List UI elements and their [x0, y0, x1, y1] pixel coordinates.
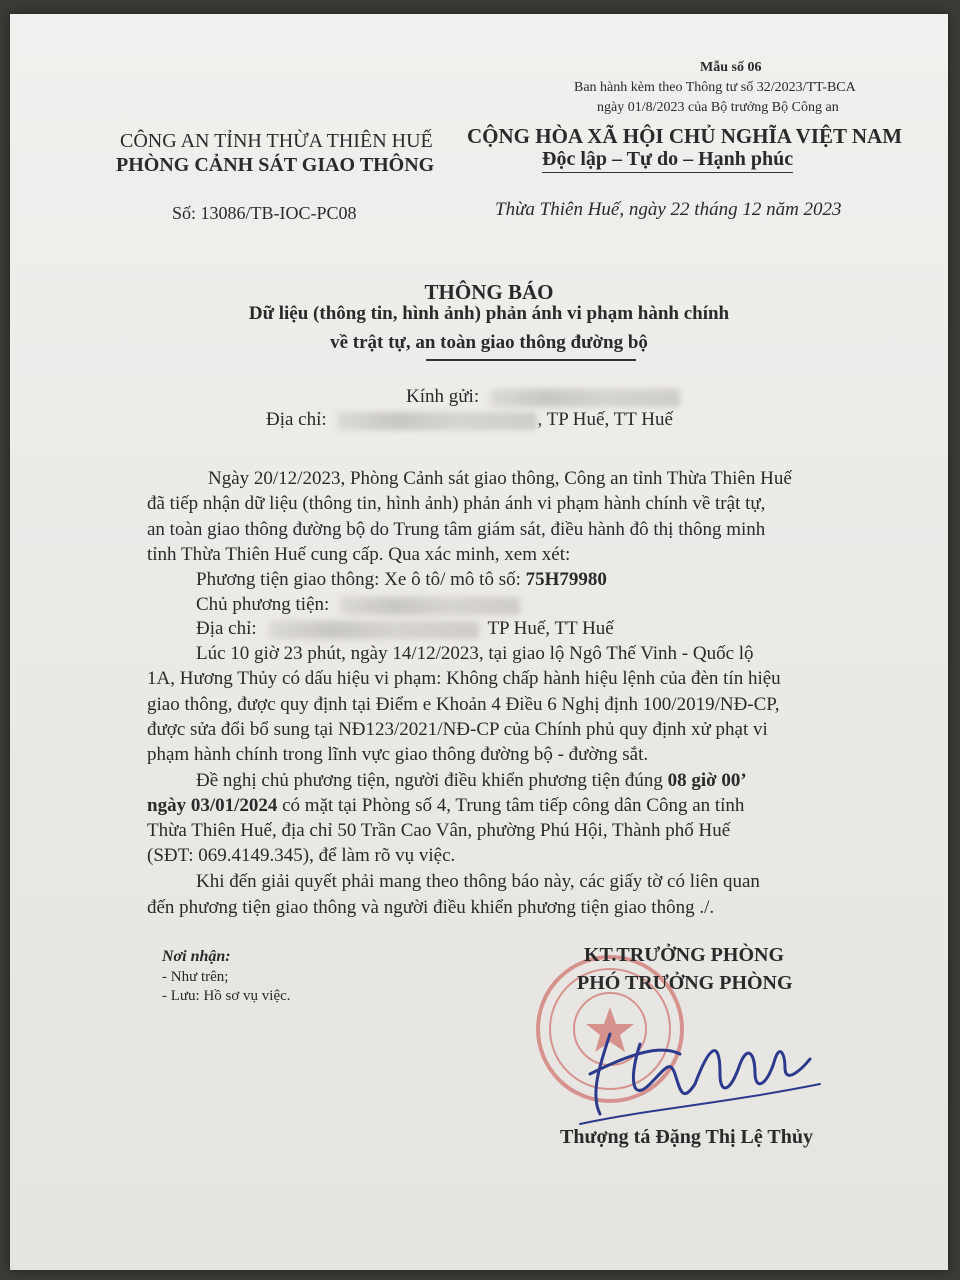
- owner-label: Chủ phương tiện:: [196, 594, 330, 615]
- p1-line3: an toàn giao thông đường bộ do Trung tâm giám sát, điều hành đô thị thông minh: [147, 519, 766, 540]
- redacted-address: [337, 412, 537, 430]
- p3-line2: [147, 795, 744, 817]
- p1-line1: Ngày 20/12/2023, Phòng Cảnh sát giao thông, Công an tỉnh Thừa Thiên Huế: [208, 468, 792, 489]
- redacted-owner: [340, 597, 520, 615]
- address-label: Địa chỉ:: [266, 409, 327, 430]
- recipients-label: Nơi nhận:: [162, 948, 231, 965]
- address-suffix: , TP Huế, TT Huế: [537, 409, 673, 430]
- addressee-line: [406, 386, 680, 408]
- vehicle-plate: 75H79980: [525, 569, 607, 590]
- owner-address-label: Địa chỉ:: [196, 618, 257, 639]
- p4-line2: đến phương tiện giao thông và người điều khiển phương tiện giao thông ./.: [147, 897, 715, 918]
- signer-name: Thượng tá Đặng Thị Lệ Thủy: [560, 1126, 813, 1148]
- p3-line3: Thừa Thiên Huế, địa chỉ 50 Trần Cao Vân, phường Phú Hội, Thành phố Huế: [147, 820, 731, 841]
- national-motto: Độc lập – Tự do – Hạnh phúc: [542, 148, 793, 173]
- recipient-item: - Như trên;: [162, 969, 229, 985]
- p4-line1: Khi đến giải quyết phải mang theo thông báo này, các giấy tờ có liên quan: [196, 871, 760, 892]
- legal-reference-line1: Ban hành kèm theo Thông tư số 32/2023/TT-BCA: [574, 80, 856, 95]
- p2-line1: Lúc 10 giờ 23 phút, ngày 14/12/2023, tại giao lộ Ngô Thế Vinh - Quốc lộ: [196, 643, 754, 664]
- handwritten-signature: [570, 1014, 830, 1134]
- owner-address-suffix: TP Huế, TT Huế: [487, 618, 614, 639]
- recipient-item: - Lưu: Hồ sơ vụ việc.: [162, 988, 291, 1004]
- signature-title-line1: KT.TRƯỞNG PHÒNG: [584, 944, 784, 966]
- address-line: [266, 409, 673, 431]
- p3-line1: [196, 770, 747, 792]
- form-number: Mẫu số 06: [700, 60, 762, 75]
- p2-line3: giao thông, được quy định tại Điểm e Khoản 4 Điều 6 Nghị định 100/2019/NĐ-CP,: [147, 694, 780, 715]
- document-title: THÔNG BÁO: [424, 280, 554, 304]
- owner-address-line: [196, 618, 614, 640]
- redacted-owner-address: [269, 621, 479, 639]
- p2-line5: phạm hành chính trong lĩnh vực giao thông đường bộ - đường sắt.: [147, 744, 649, 765]
- agency-name: PHÒNG CẢNH SÁT GIAO THÔNG: [116, 154, 435, 176]
- appointment-time: 08 giờ 00’: [667, 770, 747, 791]
- document-page: [10, 14, 948, 1270]
- legal-reference-line2: ngày 01/8/2023 của Bộ trưởng Bộ Công an: [597, 100, 839, 115]
- p2-line4: được sửa đổi bổ sung tại NĐ123/2021/NĐ-CP của Chính phủ quy định xử phạt vi: [147, 719, 768, 740]
- appointment-date: ngày 03/01/2024: [147, 795, 278, 816]
- owner-line: [196, 594, 520, 616]
- p3-line2-text: có mặt tại Phòng số 4, Trung tâm tiếp công dân Công an tỉnh: [277, 795, 745, 816]
- p1-line4: tỉnh Thừa Thiên Huế cung cấp. Qua xác minh, xem xét:: [147, 544, 571, 565]
- p2-line2: 1A, Hương Thủy có dấu hiệu vi phạm: Không chấp hành hiệu lệnh của đèn tín hiệu: [147, 668, 781, 689]
- agency-parent: CÔNG AN TỈNH THỪA THIÊN HUẾ: [120, 130, 433, 152]
- place-date: Thừa Thiên Huế, ngày 22 tháng 12 năm 2023: [495, 199, 842, 220]
- p3-line1-text: Đề nghị chủ phương tiện, người điều khiển phương tiện đúng: [196, 770, 668, 791]
- document-number: Số: 13086/TB-IOC-PC08: [172, 203, 357, 223]
- p3-line4: (SĐT: 069.4149.345), để làm rõ vụ việc.: [147, 845, 456, 866]
- redacted-name: [490, 389, 680, 407]
- vehicle-line: [196, 569, 607, 591]
- title-underline: [426, 359, 636, 361]
- p1-line2: đã tiếp nhận dữ liệu (thông tin, hình ảnh) phản ánh vi phạm hành chính về trật tự,: [147, 493, 766, 514]
- national-title: CỘNG HÒA XÃ HỘI CHỦ NGHĨA VIỆT NAM: [467, 124, 903, 148]
- document-subtitle-line1: Dữ liệu (thông tin, hình ảnh) phản ánh vi phạm hành chính: [248, 303, 730, 324]
- document-subtitle-line2: về trật tự, an toàn giao thông đường bộ: [330, 332, 648, 353]
- addressee-label: Kính gửi:: [406, 386, 480, 407]
- signature-title-line2: PHÓ TRƯỞNG PHÒNG: [577, 972, 793, 994]
- vehicle-label: Phương tiện giao thông: Xe ô tô/ mô tô số:: [196, 569, 526, 590]
